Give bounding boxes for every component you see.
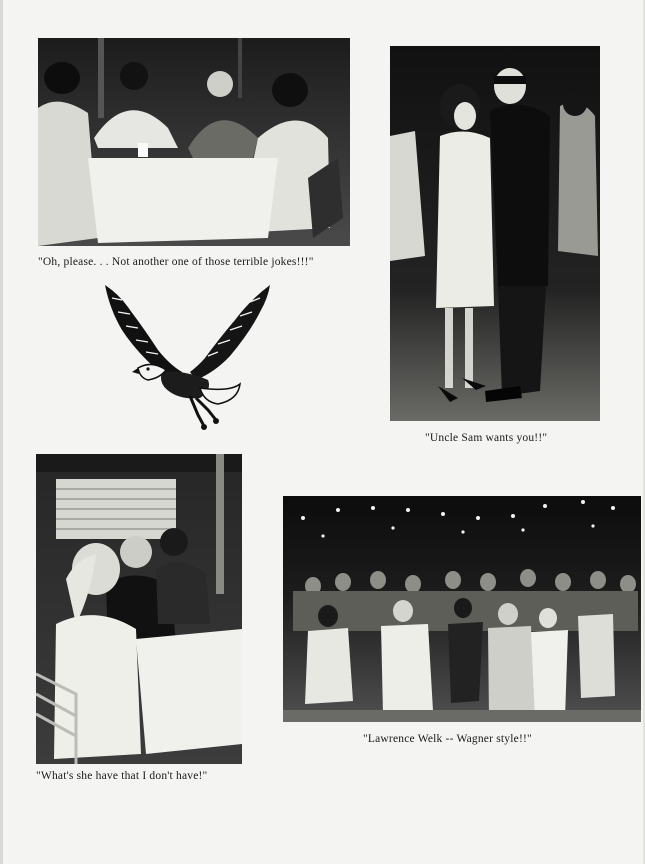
caption-couple-dancing: "Uncle Sam wants you!!" bbox=[425, 432, 548, 444]
photo-dance-floor-crowd bbox=[283, 496, 641, 722]
caption-dance-floor-crowd: "Lawrence Welk -- Wagner style!!" bbox=[363, 733, 532, 745]
photo-couple-dancing bbox=[390, 46, 600, 421]
photo-girl-at-table bbox=[36, 454, 242, 764]
caption-table-conversation: "Oh, please. . . Not another one of those terrible jokes!!!" bbox=[38, 256, 314, 268]
photo-table-conversation bbox=[38, 38, 350, 246]
caption-girl-at-table: "What's she have that I don't have!" bbox=[36, 770, 208, 782]
eagle-icon bbox=[100, 280, 275, 435]
